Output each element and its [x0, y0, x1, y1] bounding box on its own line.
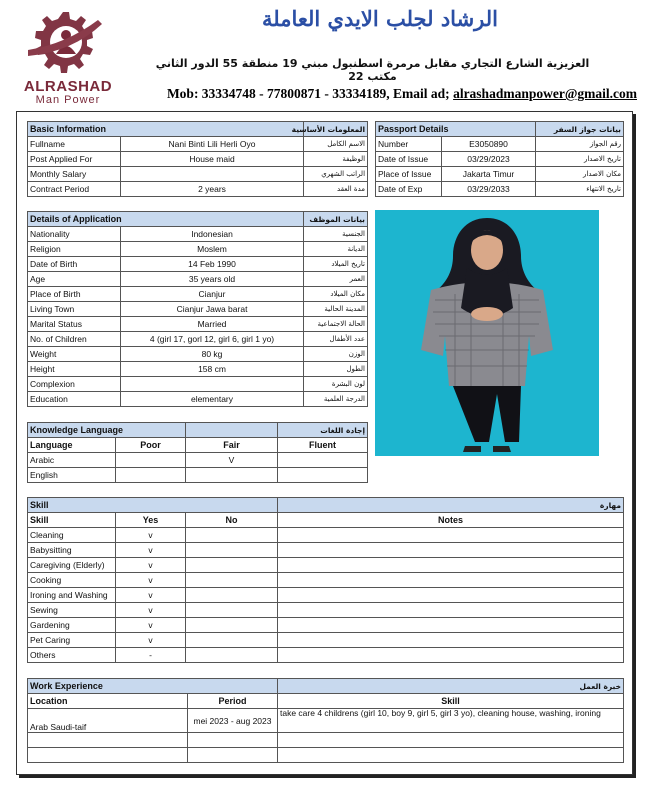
table-row [28, 733, 624, 748]
field-label-ar: الجنسية [304, 227, 368, 242]
table-row [28, 362, 368, 377]
table-row [28, 182, 368, 197]
work-experience-table [27, 678, 624, 763]
table-row [28, 152, 368, 167]
table-row [28, 573, 624, 588]
skill-name: Sewing [28, 603, 116, 618]
field-value [121, 377, 304, 392]
logo-subtitle: Man Power [35, 94, 101, 106]
skill-yes: - [116, 648, 186, 663]
work-period: mei 2023 - aug 2023 [188, 709, 278, 733]
field-label-ar: مكان الميلاد [304, 287, 368, 302]
field-label: Number [376, 137, 442, 152]
field-value: Nani Binti Lili Herli Oyo [121, 137, 304, 152]
skill-notes [278, 588, 624, 603]
skill-notes [278, 528, 624, 543]
work-location [28, 733, 188, 748]
column-header: Fair [186, 438, 278, 453]
skill-notes [278, 633, 624, 648]
company-address-arabic: العزيزية الشارع التجاري مقابل مرمرة اسطنبول مبني 19 منطقة 55 الدور الثاني مكتب 22 [155, 57, 590, 83]
field-label: No. of Children [28, 332, 121, 347]
skill-notes [278, 558, 624, 573]
table-row [28, 543, 624, 558]
field-label-ar: المدينة الحالية [304, 302, 368, 317]
column-header: Notes [278, 513, 624, 528]
work-period [188, 733, 278, 748]
field-value: Married [121, 317, 304, 332]
column-header: Poor [116, 438, 186, 453]
language-fluent [278, 468, 368, 483]
field-label: Date of Exp [376, 182, 442, 197]
field-label: Date of Birth [28, 257, 121, 272]
language-poor [116, 453, 186, 468]
field-label: Height [28, 362, 121, 377]
field-label-ar: تاريخ الانتهاء [536, 182, 624, 197]
field-label: Living Town [28, 302, 121, 317]
field-label-ar: عدد الأطفال [304, 332, 368, 347]
work-skill: take care 4 childrens (girl 10, boy 9, girl 5, girl 3 yo), cleaning house, washing, ironing [278, 709, 624, 733]
column-header: Period [188, 694, 278, 709]
field-value: 03/29/2023 [442, 152, 536, 167]
contact-line [122, 86, 637, 102]
skill-notes [278, 603, 624, 618]
table-row [28, 748, 624, 763]
field-label-ar: الدرجة العلمية [304, 392, 368, 407]
column-header: Yes [116, 513, 186, 528]
field-label: Education [28, 392, 121, 407]
table-row [28, 272, 368, 287]
table-row [28, 347, 368, 362]
table-row [28, 332, 368, 347]
table-row [28, 227, 368, 242]
skill-name: Babysitting [28, 543, 116, 558]
field-value: 35 years old [121, 272, 304, 287]
table-row [376, 152, 624, 167]
skill-name: Cooking [28, 573, 116, 588]
column-header: No [186, 513, 278, 528]
field-value: Indonesian [121, 227, 304, 242]
column-header: Fluent [278, 438, 368, 453]
language-heading: Knowledge Language [28, 423, 186, 438]
table-row [28, 633, 624, 648]
table-row [28, 257, 368, 272]
skill-yes: v [116, 528, 186, 543]
skill-heading: Skill [28, 498, 278, 513]
table-row [28, 137, 368, 152]
field-label-ar: الاسم الكامل [304, 137, 368, 152]
table-row [28, 287, 368, 302]
application-heading-ar: بيانات الموظف [304, 212, 368, 227]
field-label-ar: الوزن [304, 347, 368, 362]
table-row [376, 167, 624, 182]
field-value: Jakarta Timur [442, 167, 536, 182]
skill-heading-ar: مهارة [278, 498, 624, 513]
table-row [28, 317, 368, 332]
company-title-arabic: الرشاد لجلب الايدي العاملة [262, 6, 498, 31]
field-label-ar: مكان الاصدار [536, 167, 624, 182]
skill-notes [278, 648, 624, 663]
skill-no [186, 528, 278, 543]
field-label-ar: الديانة [304, 242, 368, 257]
table-row [28, 528, 624, 543]
field-value [121, 167, 304, 182]
field-label: Contract Period [28, 182, 121, 197]
skill-name: Pet Caring [28, 633, 116, 648]
table-row [28, 588, 624, 603]
table-row [28, 302, 368, 317]
contact-phones: Mob: 33334748 - 77800871 - 33334189, Email ad; [166, 86, 454, 101]
table-row [28, 603, 624, 618]
field-label-ar: مدة العقد [304, 182, 368, 197]
basic-info-heading-ar: المعلومات الأساسية [304, 122, 368, 137]
skill-table [27, 497, 624, 663]
table-row [28, 558, 624, 573]
field-value: elementary [121, 392, 304, 407]
language-fluent [278, 453, 368, 468]
table-row [376, 182, 624, 197]
skill-yes: v [116, 543, 186, 558]
field-label: Nationality [28, 227, 121, 242]
application-table [27, 211, 368, 407]
field-value: Cianjur Jawa barat [121, 302, 304, 317]
field-label: Place of Issue [376, 167, 442, 182]
table-row [376, 137, 624, 152]
field-label-ar: لون البشرة [304, 377, 368, 392]
field-label: Religion [28, 242, 121, 257]
company-logo [8, 8, 118, 106]
work-location [28, 748, 188, 763]
column-header: Location [28, 694, 188, 709]
field-label: Weight [28, 347, 121, 362]
skill-no [186, 603, 278, 618]
field-label-ar: تاريخ الاصدار [536, 152, 624, 167]
table-row [28, 453, 368, 468]
language-name: English [28, 468, 116, 483]
field-label-ar: الطول [304, 362, 368, 377]
field-value: Moslem [121, 242, 304, 257]
work-skill [278, 748, 624, 763]
work-heading: Work Experience [28, 679, 278, 694]
field-value: 14 Feb 1990 [121, 257, 304, 272]
field-label-ar: العمر [304, 272, 368, 287]
work-location: Arab Saudi-taif [28, 709, 188, 733]
language-poor [116, 468, 186, 483]
application-heading: Details of Application [28, 212, 304, 227]
work-heading-ar: خبرة العمل [278, 679, 624, 694]
skill-yes: v [116, 618, 186, 633]
table-row [28, 618, 624, 633]
work-skill [278, 733, 624, 748]
skill-no [186, 573, 278, 588]
field-label: Place of Birth [28, 287, 121, 302]
table-row [28, 242, 368, 257]
field-label: Fullname [28, 137, 121, 152]
field-label: Age [28, 272, 121, 287]
field-label-ar: تاريخ الميلاد [304, 257, 368, 272]
field-label-ar: الحالة الاجتماعية [304, 317, 368, 332]
skill-no [186, 633, 278, 648]
field-label-ar: الراتب الشهري [304, 167, 368, 182]
table-row [28, 167, 368, 182]
field-label-ar: الوظيفة [304, 152, 368, 167]
field-value: 80 kg [121, 347, 304, 362]
skill-yes: v [116, 588, 186, 603]
language-name: Arabic [28, 453, 116, 468]
passport-heading-ar: بيانات جواز السفر [536, 122, 624, 137]
table-row [28, 709, 624, 733]
basic-info-heading: Basic Information [28, 122, 304, 137]
skill-yes: v [116, 573, 186, 588]
field-value: 158 cm [121, 362, 304, 377]
skill-name: Cleaning [28, 528, 116, 543]
field-value: House maid [121, 152, 304, 167]
field-value: 2 years [121, 182, 304, 197]
field-label: Date of Issue [376, 152, 442, 167]
skill-no [186, 543, 278, 558]
skill-no [186, 588, 278, 603]
passport-heading: Passport Details [376, 122, 536, 137]
skill-notes [278, 543, 624, 558]
skill-no [186, 618, 278, 633]
field-label: Post Applied For [28, 152, 121, 167]
logo-name: ALRASHAD [23, 78, 113, 95]
field-label: Marital Status [28, 317, 121, 332]
skill-notes [278, 573, 624, 588]
skill-no [186, 558, 278, 573]
field-value: 03/29/2033 [442, 182, 536, 197]
table-row [28, 468, 368, 483]
email-link[interactable]: alrashadmanpower@gmail.com [453, 86, 637, 101]
skill-name: Ironing and Washing [28, 588, 116, 603]
field-value: Cianjur [121, 287, 304, 302]
skill-name: Gardening [28, 618, 116, 633]
basic-info-table [27, 121, 368, 197]
skill-yes: v [116, 558, 186, 573]
passport-table [375, 121, 624, 197]
language-heading-ar: إجادة اللغات [278, 423, 368, 438]
field-label-ar: رقم الجواز [536, 137, 624, 152]
skill-yes: v [116, 603, 186, 618]
column-header: Skill [278, 694, 624, 709]
skill-no [186, 648, 278, 663]
language-fair: V [186, 453, 278, 468]
table-row [28, 648, 624, 663]
language-table [27, 422, 368, 483]
language-fair [186, 468, 278, 483]
skill-yes: v [116, 633, 186, 648]
applicant-photo [375, 210, 599, 456]
skill-name: Caregiving (Elderly) [28, 558, 116, 573]
work-period [188, 748, 278, 763]
field-value: E3050890 [442, 137, 536, 152]
table-row [28, 392, 368, 407]
skill-notes [278, 618, 624, 633]
column-header: Skill [28, 513, 116, 528]
table-row [28, 377, 368, 392]
skill-name: Others [28, 648, 116, 663]
field-value: 4 (girl 17, gorl 12, girl 6, girl 1 yo) [121, 332, 304, 347]
column-header: Language [28, 438, 116, 453]
field-label: Complexion [28, 377, 121, 392]
logo-gear-icon [8, 8, 118, 78]
field-label: Monthly Salary [28, 167, 121, 182]
